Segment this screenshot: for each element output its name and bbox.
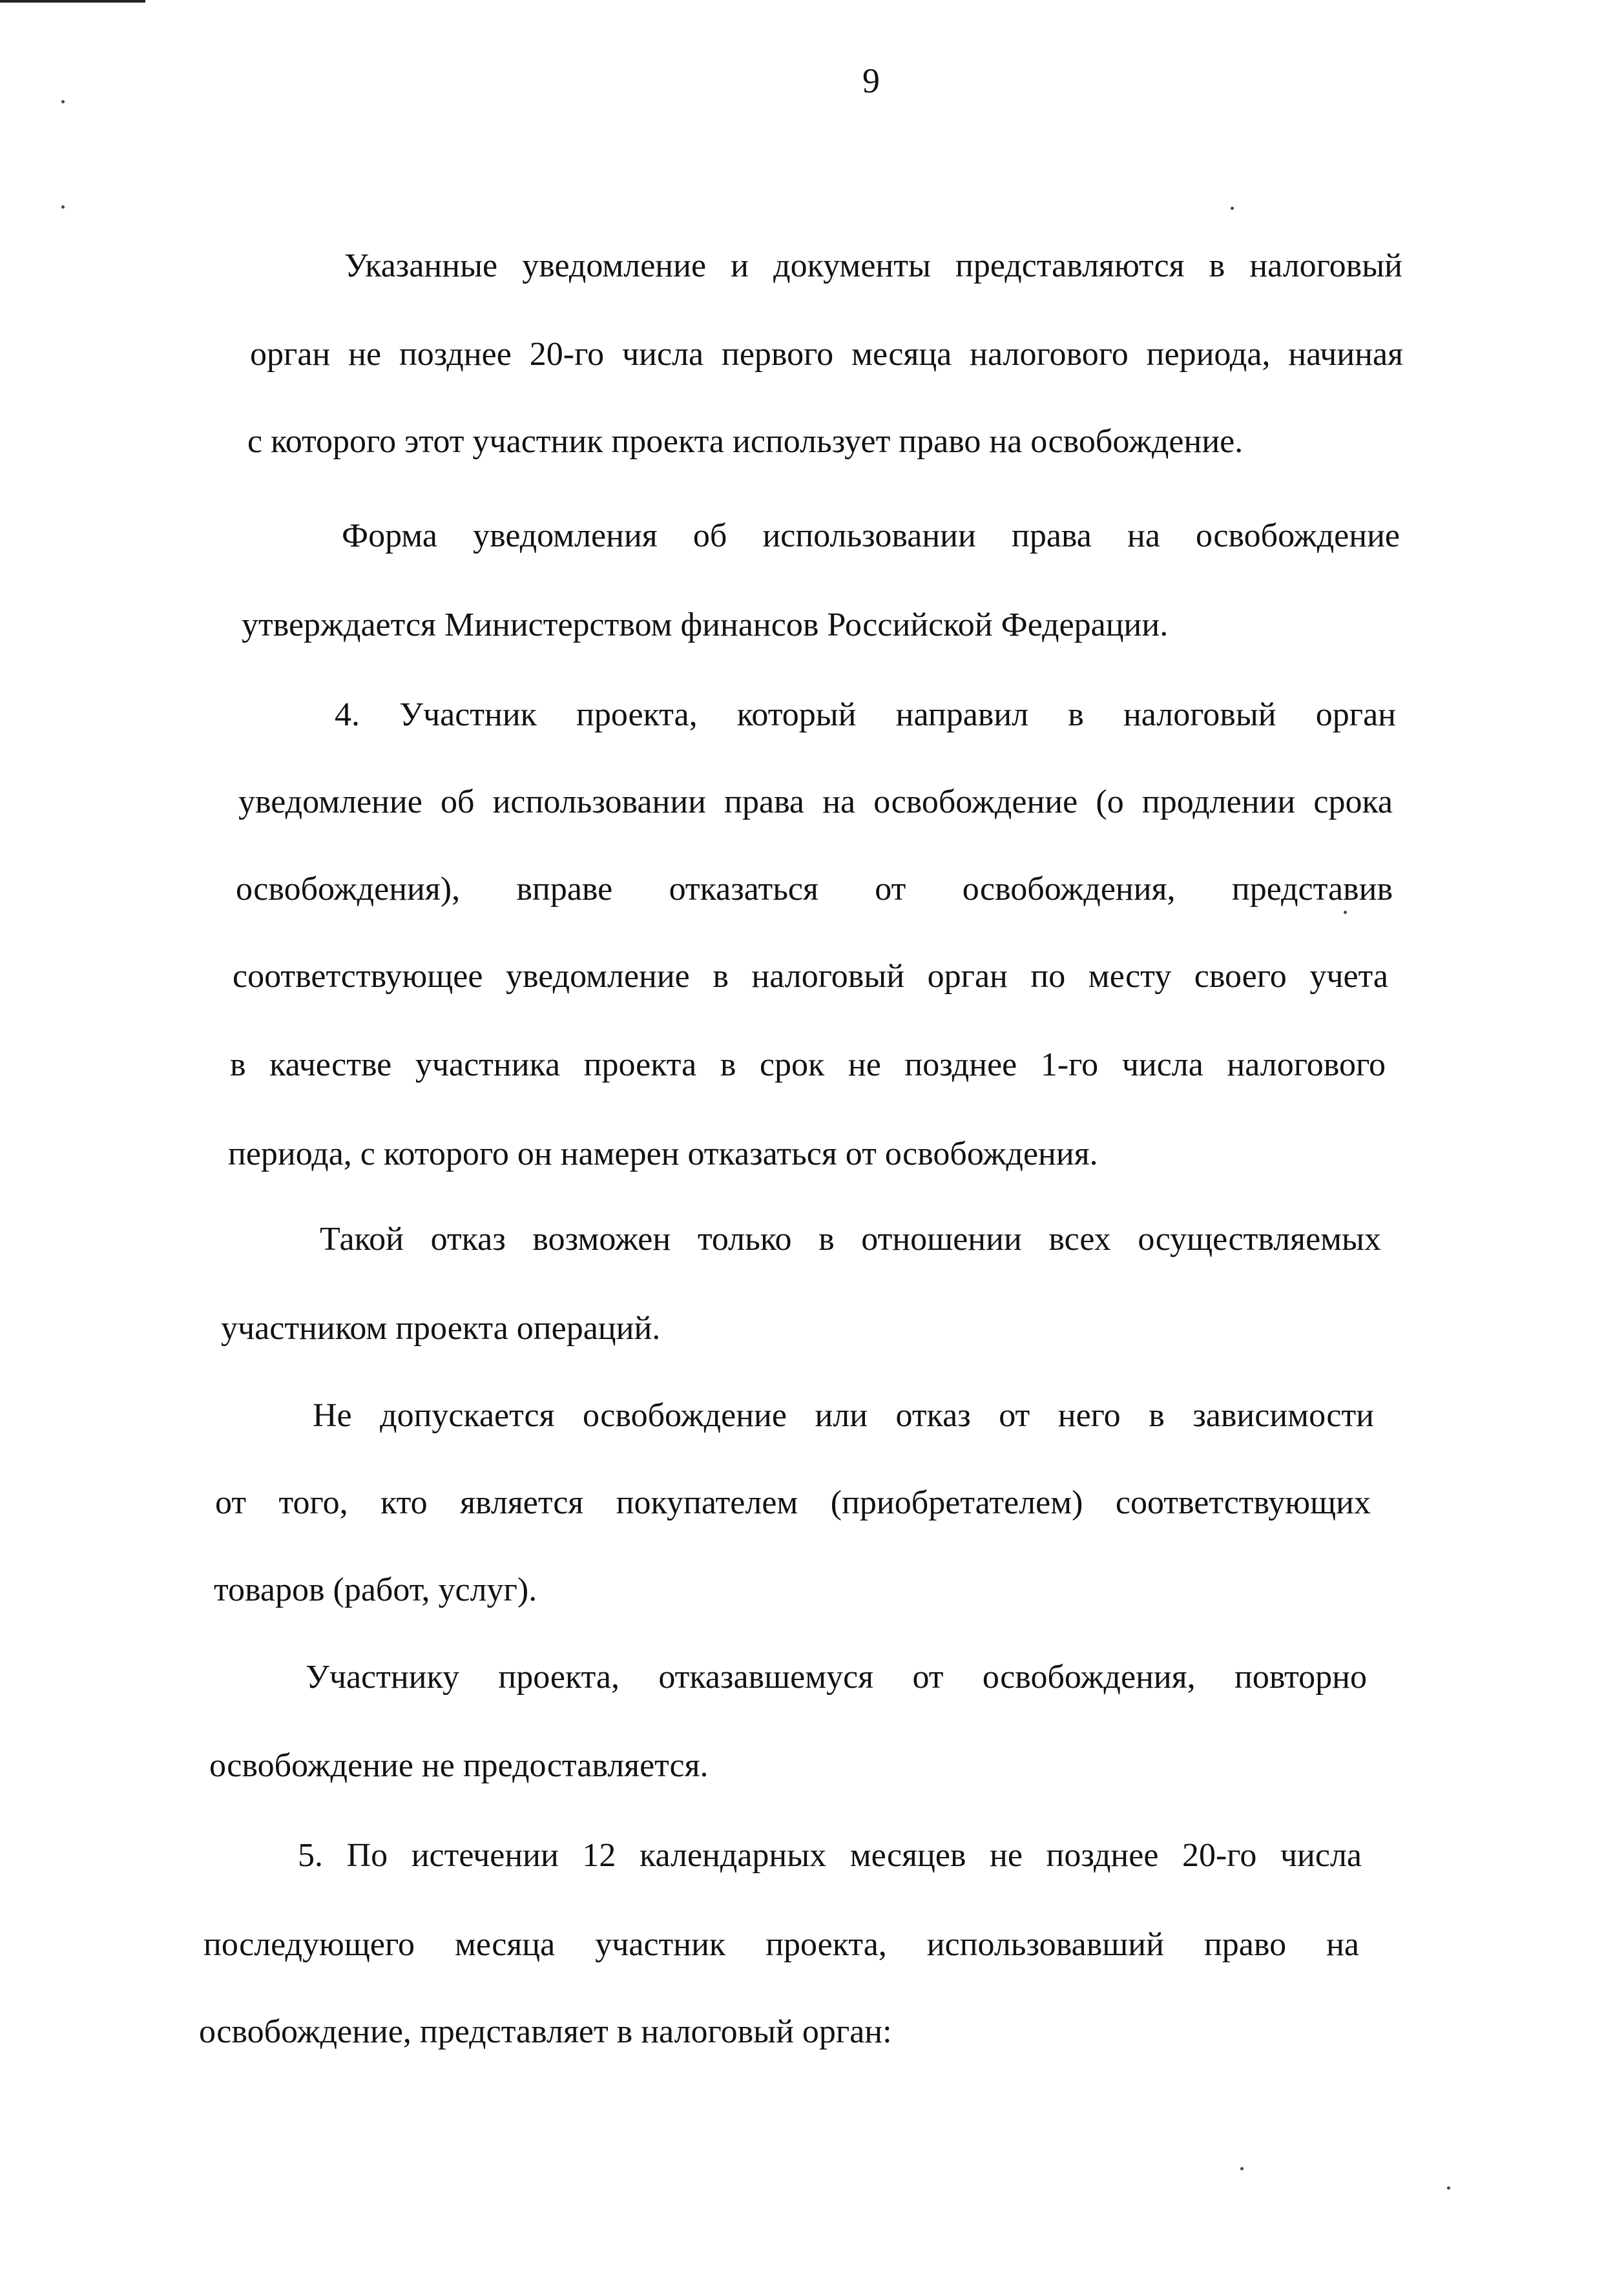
scan-speck: [61, 100, 65, 103]
scan-speck: [1447, 2186, 1450, 2190]
text-line: с которого этот участник проекта использует право на освобождение.: [247, 423, 1244, 460]
text-line: 4. Участник проекта, который направил в налоговый орган: [335, 696, 1396, 733]
page-number: 9: [862, 61, 880, 100]
text-line: орган не позднее 20-го числа первого месяца налогового периода, начиная: [250, 336, 1403, 373]
text-line: периода, с которого он намерен отказаться от освобождения.: [228, 1136, 1098, 1172]
text-line: Указанные уведомление и документы представляются в налоговый: [344, 247, 1402, 284]
text-line: Форма уведомления об использовании права на освобождение: [342, 517, 1400, 554]
text-line: Такой отказ возможен только в отношении всех осуществляемых: [320, 1221, 1381, 1258]
text-line: в качестве участника проекта в срок не позднее 1-го числа налогового: [230, 1046, 1386, 1083]
text-line: участником проекта операций.: [221, 1310, 661, 1347]
scan-speck: [1344, 911, 1347, 914]
text-line: освобождение, представляет в налоговый орган:: [199, 2013, 892, 2050]
text-line: 5. По истечении 12 календарных месяцев не позднее 20-го числа: [298, 1837, 1362, 1874]
scan-speck: [1231, 207, 1234, 210]
scan-speck: [61, 205, 65, 209]
text-line: освобождения), вправе отказаться от освобождения, представив: [236, 871, 1393, 908]
text-line: товаров (работ, услуг).: [214, 1572, 537, 1608]
text-line: соответствующее уведомление в налоговый орган по месту своего учета: [233, 958, 1388, 995]
scan-edge-mark: [0, 0, 145, 3]
text-line: последующего месяца участник проекта, использовавший право на: [203, 1926, 1359, 1963]
text-line: от того, кто является покупателем (приобретателем) соответствующих: [215, 1484, 1371, 1521]
text-line: утверждается Министерством финансов Российской Федерации.: [242, 607, 1169, 643]
scan-speck: [1240, 2167, 1244, 2170]
text-line: Не допускается освобождение или отказ от него в зависимости: [313, 1397, 1374, 1434]
text-line: Участнику проекта, отказавшемуся от освобождения, повторно: [306, 1659, 1367, 1696]
text-line: уведомление об использовании права на освобождение (о продлении срока: [238, 784, 1393, 820]
text-line: освобождение не предоставляется.: [209, 1747, 709, 1784]
